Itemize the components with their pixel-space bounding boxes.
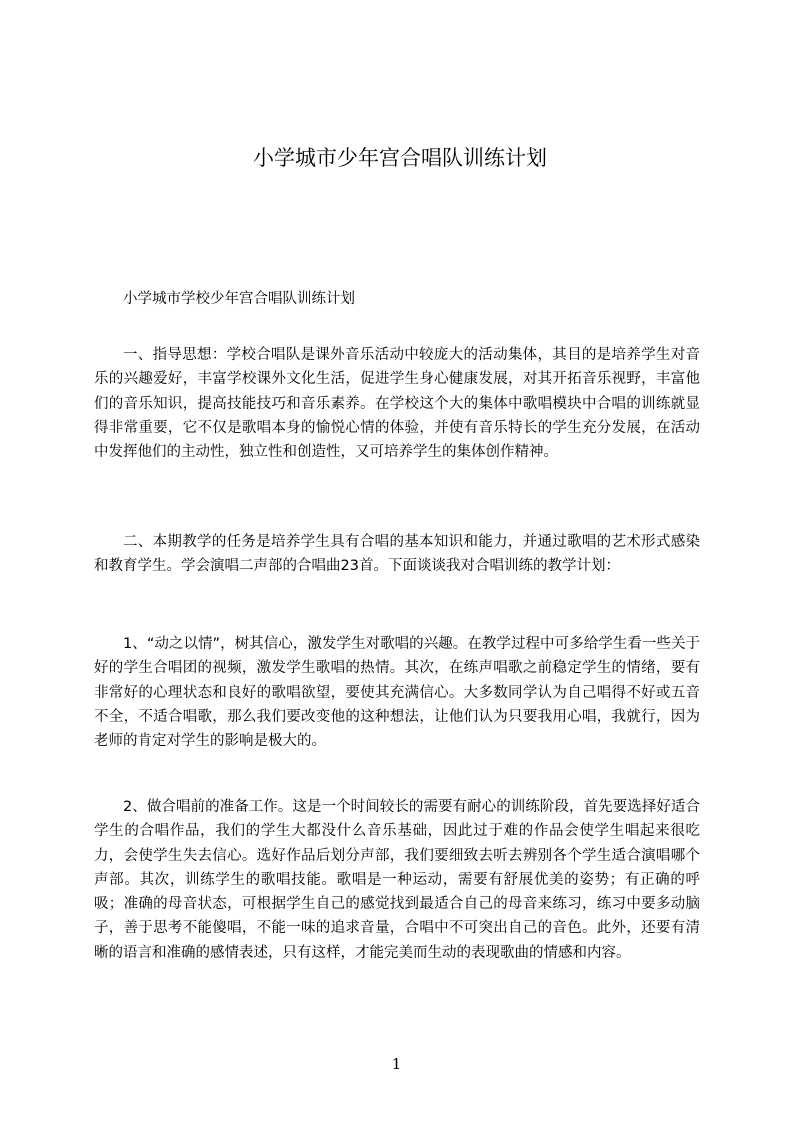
page-number: 1 (391, 1055, 402, 1073)
subtitle-block (94, 287, 700, 311)
document-subtitle: 小学城市学校少年宫合唱队训练计划 (123, 291, 355, 307)
paragraph-block-2 (94, 530, 700, 579)
paragraph-block-4 (94, 795, 700, 965)
paragraph-preparation: 2、做合唱前的准备工作。这是一个时间较长的需要有耐心的训练阶段，首先要选择好适合学生的合唱作品，我们的学生大都没什么音乐基础，因此过于难的作品会使学生唱起来很吃力，会使学生失去信心。选好作品后划分声部，我们要细致去听去辨别各个学生适合演唱哪个声部。其次，训练学生的歌唱技能。歌唱是一种运动，需要有舒展优美的姿势；有正确的呼吸；准确的母音状态，可根据学生自己的感觉找到最适合自己的母音来练习，练习中要多动脑子，善于思考不能傻唱，不能一味的追求音量，合唱中不可突出自己的音色。此外，还要有清晰的语言和准确的感情表述，只有这样，才能完美而生动的表现歌曲的情感和内容。 (94, 799, 700, 961)
paragraph-block-1 (94, 343, 700, 464)
paragraph-teaching-task: 二、本期教学的任务是培养学生具有合唱的基本知识和能力，并通过歌唱的艺术形式感染和教育学生。学会演唱二声部的合唱曲23首。下面谈谈我对合唱训练的教学计划： (94, 534, 700, 575)
paragraph-guiding-thought: 一、指导思想：学校合唱队是课外音乐活动中较庞大的活动集体，其目的是培养学生对音乐的兴趣爱好，丰富学校课外文化生活，促进学生身心健康发展，对其开拓音乐视野，丰富他们的音乐知识，提高技能技巧和音乐素养。在学校这个大的集体中歌唱模块中合唱的训练就显得非常重要，它不仅是歌唱本身的愉悦心情的体验，并使有音乐特长的学生充分发展，在活动中发挥他们的主动性，独立性和创造性，又可培养学生的集体创作精神。 (94, 347, 700, 461)
paragraph-motivation: 1、“动之以情”，树其信心，激发学生对歌唱的兴趣。在教学过程中可多给学生看一些关于好的学生合唱团的视频，激发学生歌唱的热情。其次，在练声唱歌之前稳定学生的情绪，要有非常好的心理状态和良好的歌唱欲望，要使其充满信心。大多数同学认为自己唱得不好或五音不全，不适合唱歌，那么我们要改变他的这种想法，让他们认为只要我用心唱，我就行，因为老师的肯定对学生的影响是极大的。 (94, 636, 700, 750)
paragraph-block-3 (94, 632, 700, 753)
document-title: 小学城市少年宫合唱队训练计划 (253, 146, 547, 170)
